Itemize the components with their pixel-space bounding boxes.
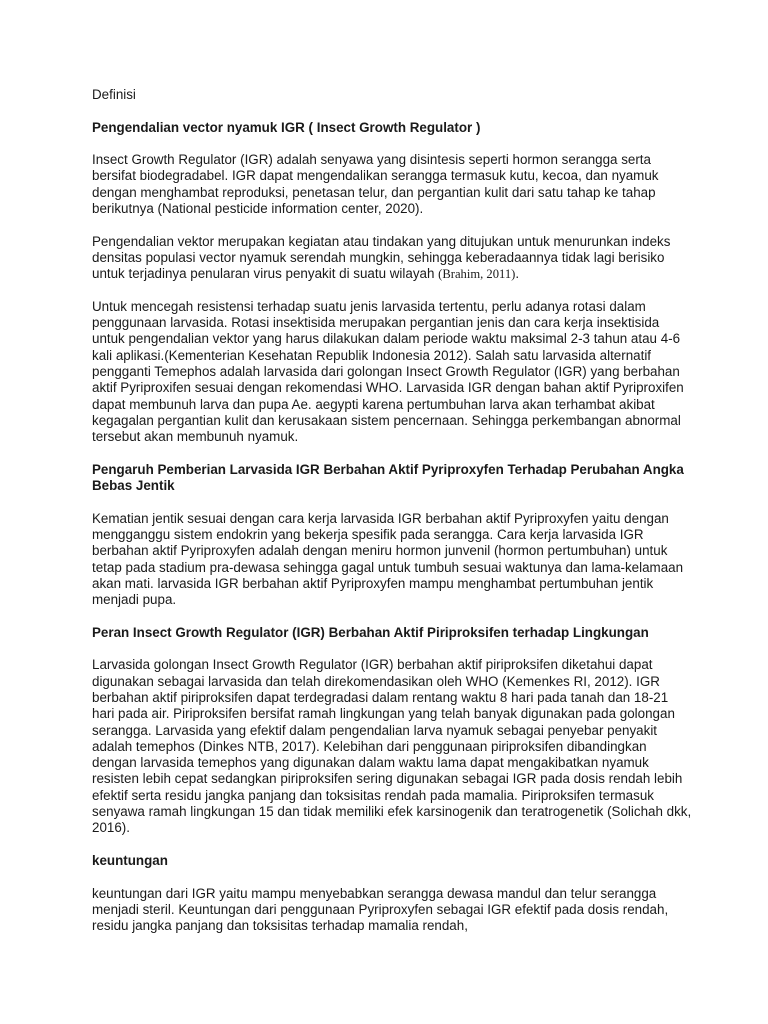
paragraph-igr-definition: Insect Growth Regulator (IGR) adalah senyawa yang disintesis seperti hormon serangga serta bersifat biodegradabel. IGR dapat mengendalikan serangga termasuk kutu, kecoa, dan nyamuk dengan menghambat reproduksi, penetasan telur, dan pergantian kulit dari satu tahap ke tahap berikutnya (National pesticide information center, 2020). xyxy=(92,152,659,217)
paragraph-resistance-rotation: Untuk mencegah resistensi terhadap suatu jenis larvasida tertentu, perlu adanya rotasi dalam penggunaan larvasida. Rotasi insektisida merupakan pergantian jenis dan cara kerja insektisida untuk pengendalian vektor yang harus dilakukan dalam periode waktu maksimal 2-3 tahun atau 4-6 kali aplikasi.(Kementerian Kesehatan Republik Indonesia 2012). Salah satu larvasida alternatif pengganti Temephos adalah larvasida dari golongan Insect Growth Regulator (IGR) yang berbahan aktif Pyriproxifen sesuai dengan rekomendasi WHO. Larvasida IGR dengan bahan aktif Pyriproxifen dapat membunuh larva dan pupa Ae. aegypti karena pertumbuhan larva akan terhambat akibat kegagalan pergantian kulit dan kerusakaan sistem pencernaan. Sehingga perkembangan abnormal tersebut akan membunuh nyamuk. xyxy=(92,298,684,445)
document-page xyxy=(92,87,692,951)
citation-end: . xyxy=(515,266,520,282)
section-heading-environment-role: Peran Insect Growth Regulator (IGR) Berbahan Aktif Piriproksifen terhadap Lingkungan xyxy=(92,624,649,640)
section-heading-igr: Pengendalian vector nyamuk IGR ( Insect Growth Regulator ) xyxy=(92,119,481,135)
paragraph-larva-death: Kematian jentik sesuai dengan cara kerja larvasida IGR berbahan aktif Pyriproxyfen yaitu dengan mengganggu sistem endokrin yang bekerja spesifik pada serangga. Cara kerja larvasida IGR berbahan aktif Pyriproxyfen adalah dengan meniru hormon junvenil (hormon pertumbuhan) untuk tetap pada stadium pra-dewasa sehingga gagal untuk tumbuh sesuai waktunya dan lama-kelamaan akan mati. larvasida IGR berbahan aktif Pyriproxyfen mampu menghambat pertumbuhan jentik menjadi pupa. xyxy=(92,510,684,608)
paragraph-vector-control-text: Pengendalian vektor merupakan kegiatan atau tindakan yang ditujukan untuk menurunkan indeks densitas populasi vector nyamuk serendah mungkin, sehingga keberadaannya tidak lagi berisiko untuk terjadinya penularan virus penyakit di suatu wilayah xyxy=(92,233,671,282)
paragraph-pyriproxyfen-environment: Larvasida golongan Insect Growth Regulator (IGR) berbahan aktif piriproksifen diketahui dapat digunakan sebagai larvasida dan telah direkomendasikan oleh WHO (Kemenkes RI, 2012). IGR berbahan aktif piriproksifen dapat terdegradasi dalam rentang waktu 8 hari pada tanah dan 18-21 hari pada air. Piriproksifen bersifat ramah lingkungan yang telah banyak digunakan pada golongan serangga. Larvasida yang efektif dalam pengendalian larva nyamuk sebagai penyebar penyakit adalah temephos (Dinkes NTB, 2017). Kelebihan dari penggunaan piriproksifen dibandingkan dengan larvasida temephos yang digunakan dalam waktu lama dapat mengakibatkan nyamuk resisten lebih cepat sedangkan piriproksifen sering digunakan sebagai IGR pada dosis rendah lebih efektif serta residu jangka panjang dan toksisitas rendah pada mamalia. Piriproksifen termasuk senyawa ramah lingkungan 15 dan tidak memiliki efek karsinogenik dan teratrogenetik (Solichah dkk, 2016). xyxy=(92,657,692,836)
paragraph-vector-control xyxy=(92,234,692,283)
citation-brahim: (Brahim, 2011) xyxy=(438,267,516,282)
document-title: Definisi xyxy=(92,87,136,102)
paragraph-advantages: keuntungan dari IGR yaitu mampu menyebabkan serangga dewasa mandul dan telur serangga menjadi steril. Keuntungan dari penggunaan Pyriproxyfen sebagai IGR efektif pada dosis rendah, residu jangka panjang dan toksisitas terhadap mamalia rendah, xyxy=(92,885,669,934)
section-heading-advantages: keuntungan xyxy=(92,852,168,868)
section-heading-larvicide-effect: Pengaruh Pemberian Larvasida IGR Berbahan Aktif Pyriproxyfen Terhadap Perubahan Angka Bebas Jentik xyxy=(92,461,684,494)
